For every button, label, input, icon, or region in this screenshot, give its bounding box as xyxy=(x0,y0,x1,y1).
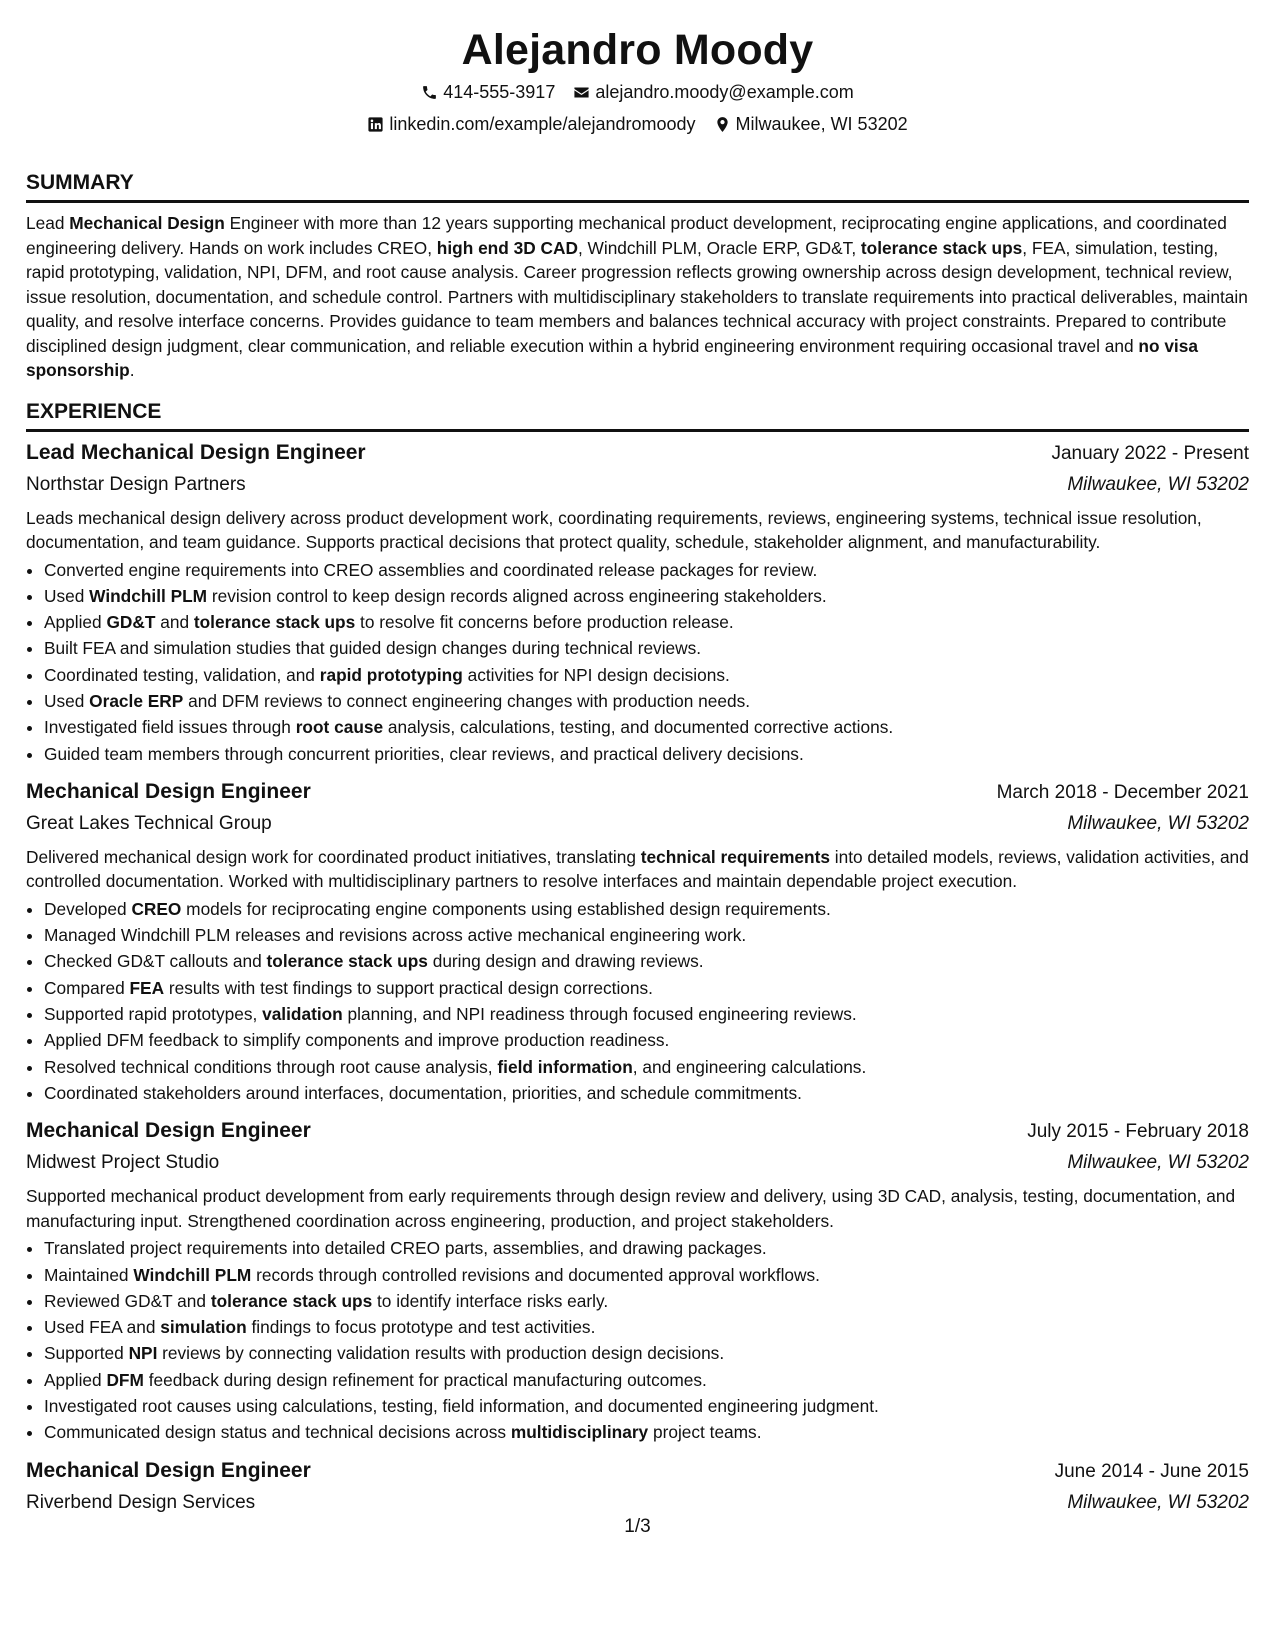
contact-row-2 xyxy=(26,112,1249,136)
text-run: Guided team members through concurrent priorities, clear reviews, and practical delivery decisions. xyxy=(44,743,804,764)
text-run: Investigated root causes using calculations, testing, field information, and documented engineering judgment. xyxy=(44,1396,879,1417)
text-run: Investigated field issues through xyxy=(44,717,296,738)
bold-text: FEA xyxy=(129,977,165,998)
text-run: into detailed models, reviews, validation activities, and controlled documentation. Worked with multidisciplinary partners to resolve interfaces and maintain dependable project execution. xyxy=(26,846,1249,892)
job-bullet xyxy=(44,635,1249,661)
text-run: analysis, calculations, testing, and documented corrective actions. xyxy=(383,717,894,738)
job-bullet-list xyxy=(26,896,1249,1106)
summary-paragraph xyxy=(26,211,1249,383)
job-dates: March 2018 - December 2021 xyxy=(996,781,1249,803)
job-bullet xyxy=(44,896,1249,922)
text-run: Used xyxy=(44,690,90,711)
job-bullet xyxy=(44,1054,1249,1080)
job-header xyxy=(26,1116,1249,1147)
job-dates: June 2014 - June 2015 xyxy=(1054,1460,1249,1482)
bold-text: tolerance stack ups xyxy=(193,612,356,633)
email-contact xyxy=(573,80,853,104)
job-subheader xyxy=(26,1487,1249,1518)
text-run: revision control to keep design records aligned across engineering stakeholders. xyxy=(207,585,827,606)
text-run: activities for NPI design decisions. xyxy=(462,664,730,685)
job-subheader xyxy=(26,469,1249,500)
job-bullet xyxy=(44,583,1249,609)
bold-text: CREO xyxy=(131,898,182,919)
linkedin-text[interactable]: linkedin.com/example/alejandromoody xyxy=(389,114,696,134)
text-run: Coordinated testing, validation, and xyxy=(44,664,320,685)
text-run: Applied DFM feedback to simplify components and improve production readiness. xyxy=(44,1030,670,1051)
text-run: Applied xyxy=(44,612,107,633)
bold-text: tolerance stack ups xyxy=(860,237,1023,258)
job-company: Riverbend Design Services xyxy=(26,1491,256,1513)
bold-text: NPI xyxy=(128,1343,158,1364)
text-run: Used xyxy=(44,585,90,606)
job-entry xyxy=(26,1456,1249,1518)
job-bullet xyxy=(44,1393,1249,1419)
text-run: feedback during design refinement for practical manufacturing outcomes. xyxy=(143,1369,707,1390)
job-header xyxy=(26,777,1249,808)
bold-text: DFM xyxy=(106,1369,144,1390)
text-run: , FEA, simulation, testing, rapid prototyping, validation, NPI, DFM, and root cause analysis. Career progression reflects growing ownership across design development, technical review, issue resolution, documentation, and schedule control. Partners with multidisciplinary stakeholders to translate requirements into practical deliverables, maintain quality, and resolve interface concerns. Provides guidance to team members and balances technical accuracy with project constraints. Prepared to contribute disciplined design judgment, clear communication, and reliable execution within a hybrid engineering environment requiring occasional travel and xyxy=(26,237,1248,356)
text-run: Maintained xyxy=(44,1264,134,1285)
job-header xyxy=(26,1456,1249,1487)
job-bullet xyxy=(44,714,1249,740)
experience-list xyxy=(26,438,1249,1518)
text-run: . xyxy=(129,360,135,380)
phone-text[interactable]: 414-555-3917 xyxy=(443,82,556,102)
bold-text: field information xyxy=(497,1056,633,1077)
linkedin-icon xyxy=(367,116,384,133)
job-company: Midwest Project Studio xyxy=(26,1152,220,1174)
job-bullet xyxy=(44,1367,1249,1393)
text-run: Reviewed GD&T and xyxy=(44,1290,211,1311)
job-entry xyxy=(26,438,1249,767)
text-run: records through controlled revisions and documented approval workflows. xyxy=(251,1264,820,1285)
job-entry xyxy=(26,1116,1249,1445)
text-run: Managed Windchill PLM releases and revisions across active mechanical engineering work. xyxy=(44,925,747,946)
text-run: project teams. xyxy=(648,1422,762,1443)
page-number: 1/3 xyxy=(624,1516,651,1537)
bold-text: no visa sponsorship xyxy=(26,335,1198,380)
text-run: Delivered mechanical design work for coordinated product initiatives, translating xyxy=(26,846,641,867)
job-bullet xyxy=(44,1419,1249,1445)
bold-text: high end 3D CAD xyxy=(436,237,578,258)
phone-contact xyxy=(421,80,555,104)
job-bullet xyxy=(44,922,1249,948)
text-run: Supported mechanical product development from early requirements through design review and delivery, using 3D CAD, analysis, testing, documentation, and manufacturing input. Strengthened coordination across engineering, production, and project stakeholders. xyxy=(26,1186,1236,1231)
job-location: Milwaukee, WI 53202 xyxy=(1067,473,1249,495)
text-run: Supported xyxy=(44,1343,129,1364)
job-location: Milwaukee, WI 53202 xyxy=(1067,1491,1249,1513)
job-entry xyxy=(26,777,1249,1106)
text-run: Engineer with more than 12 years supporting mechanical product development, reciprocating engine applications, and coordinated engineering delivery. Hands on work includes CREO, xyxy=(26,213,1227,258)
bold-text: multidisciplinary xyxy=(510,1422,649,1443)
email-text[interactable]: alejandro.moody@example.com xyxy=(595,82,854,102)
bold-text: tolerance stack ups xyxy=(266,951,428,972)
candidate-name: Alejandro Moody xyxy=(461,26,814,74)
linkedin-contact xyxy=(367,112,695,136)
envelope-icon xyxy=(573,84,590,101)
text-run: findings to focus prototype and test activities. xyxy=(246,1317,596,1338)
job-bullet xyxy=(44,662,1249,688)
job-bullet xyxy=(44,1080,1249,1106)
text-run: Developed xyxy=(44,898,132,919)
bold-text: technical requirements xyxy=(640,846,830,867)
text-run: Coordinated stakeholders around interfaces, documentation, priorities, and schedule commitments. xyxy=(44,1082,802,1103)
bold-text: validation xyxy=(262,1004,343,1025)
bold-text: Windchill PLM xyxy=(89,585,208,606)
location-text: Milwaukee, WI 53202 xyxy=(735,114,908,134)
bold-text: Oracle ERP xyxy=(89,690,184,711)
job-subheader xyxy=(26,1147,1249,1178)
job-company: Great Lakes Technical Group xyxy=(26,812,272,834)
job-bullet xyxy=(44,1262,1249,1288)
resume-page xyxy=(26,22,1249,1518)
job-location: Milwaukee, WI 53202 xyxy=(1067,1152,1249,1174)
summary-heading: SUMMARY xyxy=(26,170,1249,203)
text-run: and xyxy=(155,612,194,633)
map-pin-icon xyxy=(714,116,731,133)
job-bullet xyxy=(44,948,1249,974)
job-description xyxy=(26,506,1249,555)
job-bullet xyxy=(44,1235,1249,1261)
text-run: planning, and NPI readiness through focused engineering reviews. xyxy=(342,1004,857,1025)
text-run: Leads mechanical design delivery across product development work, coordinating requirements, reviews, engineering systems, technical issue resolution, documentation, and team guidance. Supports practical decisions that protect quality, schedule, stakeholder alignment, and manufacturability. xyxy=(26,507,1202,552)
bold-text: tolerance stack ups xyxy=(210,1290,373,1311)
job-bullet-list xyxy=(26,557,1249,767)
job-subheader xyxy=(26,808,1249,839)
bold-text: rapid prototyping xyxy=(319,664,463,685)
bold-text: GD&T xyxy=(106,612,156,633)
job-bullet xyxy=(44,1314,1249,1340)
job-bullet-list xyxy=(26,1235,1249,1445)
text-run: Converted engine requirements into CREO assemblies and coordinated release packages for review. xyxy=(44,559,818,580)
location-contact xyxy=(714,112,908,136)
job-bullet xyxy=(44,1288,1249,1314)
job-bullet xyxy=(44,609,1249,635)
job-company: Northstar Design Partners xyxy=(26,473,246,495)
text-run: Communicated design status and technical decisions across xyxy=(44,1422,511,1443)
job-bullet xyxy=(44,975,1249,1001)
text-run: Built FEA and simulation studies that guided design changes during technical reviews. xyxy=(44,638,702,659)
job-title: Mechanical Design Engineer xyxy=(26,1458,311,1482)
contact-row-1 xyxy=(26,80,1249,104)
text-run: and DFM reviews to connect engineering changes with production needs. xyxy=(183,690,751,711)
bold-text: root cause xyxy=(295,717,384,738)
bold-text: Windchill PLM xyxy=(133,1264,252,1285)
job-description xyxy=(26,1184,1249,1233)
text-run: reviews by connecting validation results with production design decisions. xyxy=(157,1343,725,1364)
job-bullet xyxy=(44,688,1249,714)
job-bullet xyxy=(44,1001,1249,1027)
job-title: Mechanical Design Engineer xyxy=(26,779,311,803)
text-run: Lead xyxy=(26,213,70,233)
job-location: Milwaukee, WI 53202 xyxy=(1067,812,1249,834)
text-run: Applied xyxy=(44,1369,107,1390)
text-run: Resolved technical conditions through root cause analysis, xyxy=(44,1056,498,1077)
text-run: Used FEA and xyxy=(44,1317,161,1338)
text-run: results with test findings to support practical design corrections. xyxy=(164,977,653,998)
text-run: Supported rapid prototypes, xyxy=(44,1004,263,1025)
job-bullet xyxy=(44,1027,1249,1053)
job-dates: January 2022 - Present xyxy=(1051,442,1249,464)
job-bullet xyxy=(44,741,1249,767)
phone-icon xyxy=(421,84,438,101)
job-dates: July 2015 - February 2018 xyxy=(1027,1121,1249,1143)
experience-heading: EXPERIENCE xyxy=(26,399,1249,432)
text-run: models for reciprocating engine components using established design requirements. xyxy=(181,898,831,919)
text-run: to identify interface risks early. xyxy=(372,1290,609,1311)
text-run: Translated project requirements into detailed CREO parts, assemblies, and drawing packages. xyxy=(44,1238,767,1259)
text-run: during design and drawing reviews. xyxy=(427,951,704,972)
bold-text: simulation xyxy=(160,1317,247,1338)
text-run: , Windchill PLM, Oracle ERP, GD&T, xyxy=(577,237,861,258)
text-run: , and engineering calculations. xyxy=(632,1056,867,1077)
text-run: Checked GD&T callouts and xyxy=(44,951,267,972)
job-title: Mechanical Design Engineer xyxy=(26,1119,311,1143)
job-header xyxy=(26,438,1249,469)
text-run: Compared xyxy=(44,977,130,998)
job-description xyxy=(26,845,1249,894)
text-run: to resolve fit concerns before production release. xyxy=(355,612,734,633)
job-bullet xyxy=(44,557,1249,583)
job-title: Lead Mechanical Design Engineer xyxy=(26,440,366,464)
job-bullet xyxy=(44,1340,1249,1366)
bold-text: Mechanical Design xyxy=(69,213,225,233)
